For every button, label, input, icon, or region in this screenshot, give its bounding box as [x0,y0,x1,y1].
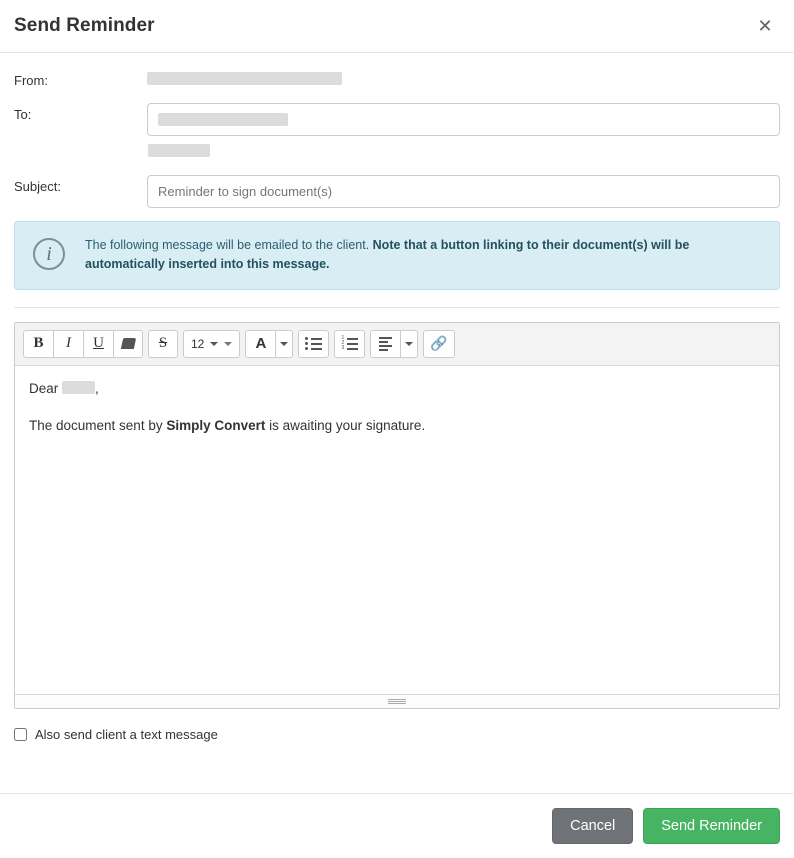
to-input[interactable] [147,103,780,136]
line2-after: is awaiting your signature. [265,418,426,434]
text-message-checkbox[interactable] [14,728,27,741]
from-label: From: [14,73,48,88]
strikethrough-group [148,330,178,358]
subject-row [14,175,780,208]
redacted-recipient [158,113,288,126]
message-line-2 [29,417,765,435]
info-banner-text-plain: The following message will be emailed to the client. [85,238,373,252]
font-size-select[interactable] [183,330,240,358]
message-greeting [29,380,765,398]
align-dropdown-icon[interactable] [400,330,418,358]
link-group [423,330,454,358]
redacted-from-address [147,72,342,85]
bold-button[interactable]: B [23,330,53,358]
text-style-group [23,330,143,358]
info-icon: i [33,238,65,270]
send-reminder-button[interactable]: Send Reminder [643,808,780,844]
line2-before: The document sent by [29,418,167,434]
subject-label: Subject: [14,179,61,194]
list-group [298,330,329,358]
highlight-icon[interactable] [113,330,143,358]
dialog-footer [0,793,794,858]
resize-grip-icon[interactable] [388,699,406,704]
text-color-dropdown-icon[interactable] [275,330,293,358]
chevron-down-icon-2 [224,342,232,346]
greeting-prefix: Dear [29,380,59,396]
link-icon[interactable]: 🔗 [423,330,454,358]
subject-field-wrapper [147,175,780,208]
page-title: Send Reminder [14,15,155,36]
numbered-list-group [334,330,365,358]
greeting-suffix: , [95,380,99,396]
line2-company: Simply Convert [166,418,266,434]
to-field-wrapper [147,103,780,162]
subject-input[interactable]: Reminder to sign document(s) [147,175,780,208]
info-banner-text [85,236,763,275]
divider [14,307,780,308]
font-size-value: 12 [191,336,205,351]
text-message-label: Also send client a text message [35,726,218,742]
underline-button[interactable]: U [83,330,113,358]
message-body[interactable] [15,366,779,694]
editor-toolbar [15,323,779,366]
align-group [370,330,418,358]
chevron-down-icon [210,342,218,346]
bullet-list-icon[interactable] [298,330,329,358]
align-icon[interactable] [370,330,400,358]
from-row [14,69,780,90]
redacted-client-name [62,381,95,394]
text-color-group [245,330,293,358]
info-banner-text-bold: Note that a button linking to their document(s) will be automatically inserted into this message. [85,238,690,272]
strikethrough-button[interactable]: S [148,330,178,358]
close-icon[interactable]: ✕ [754,15,776,37]
dialog-body [0,53,794,793]
italic-button[interactable]: I [53,330,83,358]
dialog-header [0,0,794,53]
numbered-list-icon[interactable]: 1 2 3 [334,330,365,358]
text-color-button[interactable]: A [245,330,275,358]
redacted-recipient-extra [148,144,210,157]
info-banner [14,221,780,290]
editor-resize-bar[interactable] [15,694,779,708]
font-size-group [183,330,240,358]
to-label: To: [14,107,32,122]
cancel-button[interactable]: Cancel [552,808,633,844]
text-message-option-row [14,727,780,742]
to-row [14,103,780,162]
from-value [147,69,780,90]
message-editor [14,322,780,709]
